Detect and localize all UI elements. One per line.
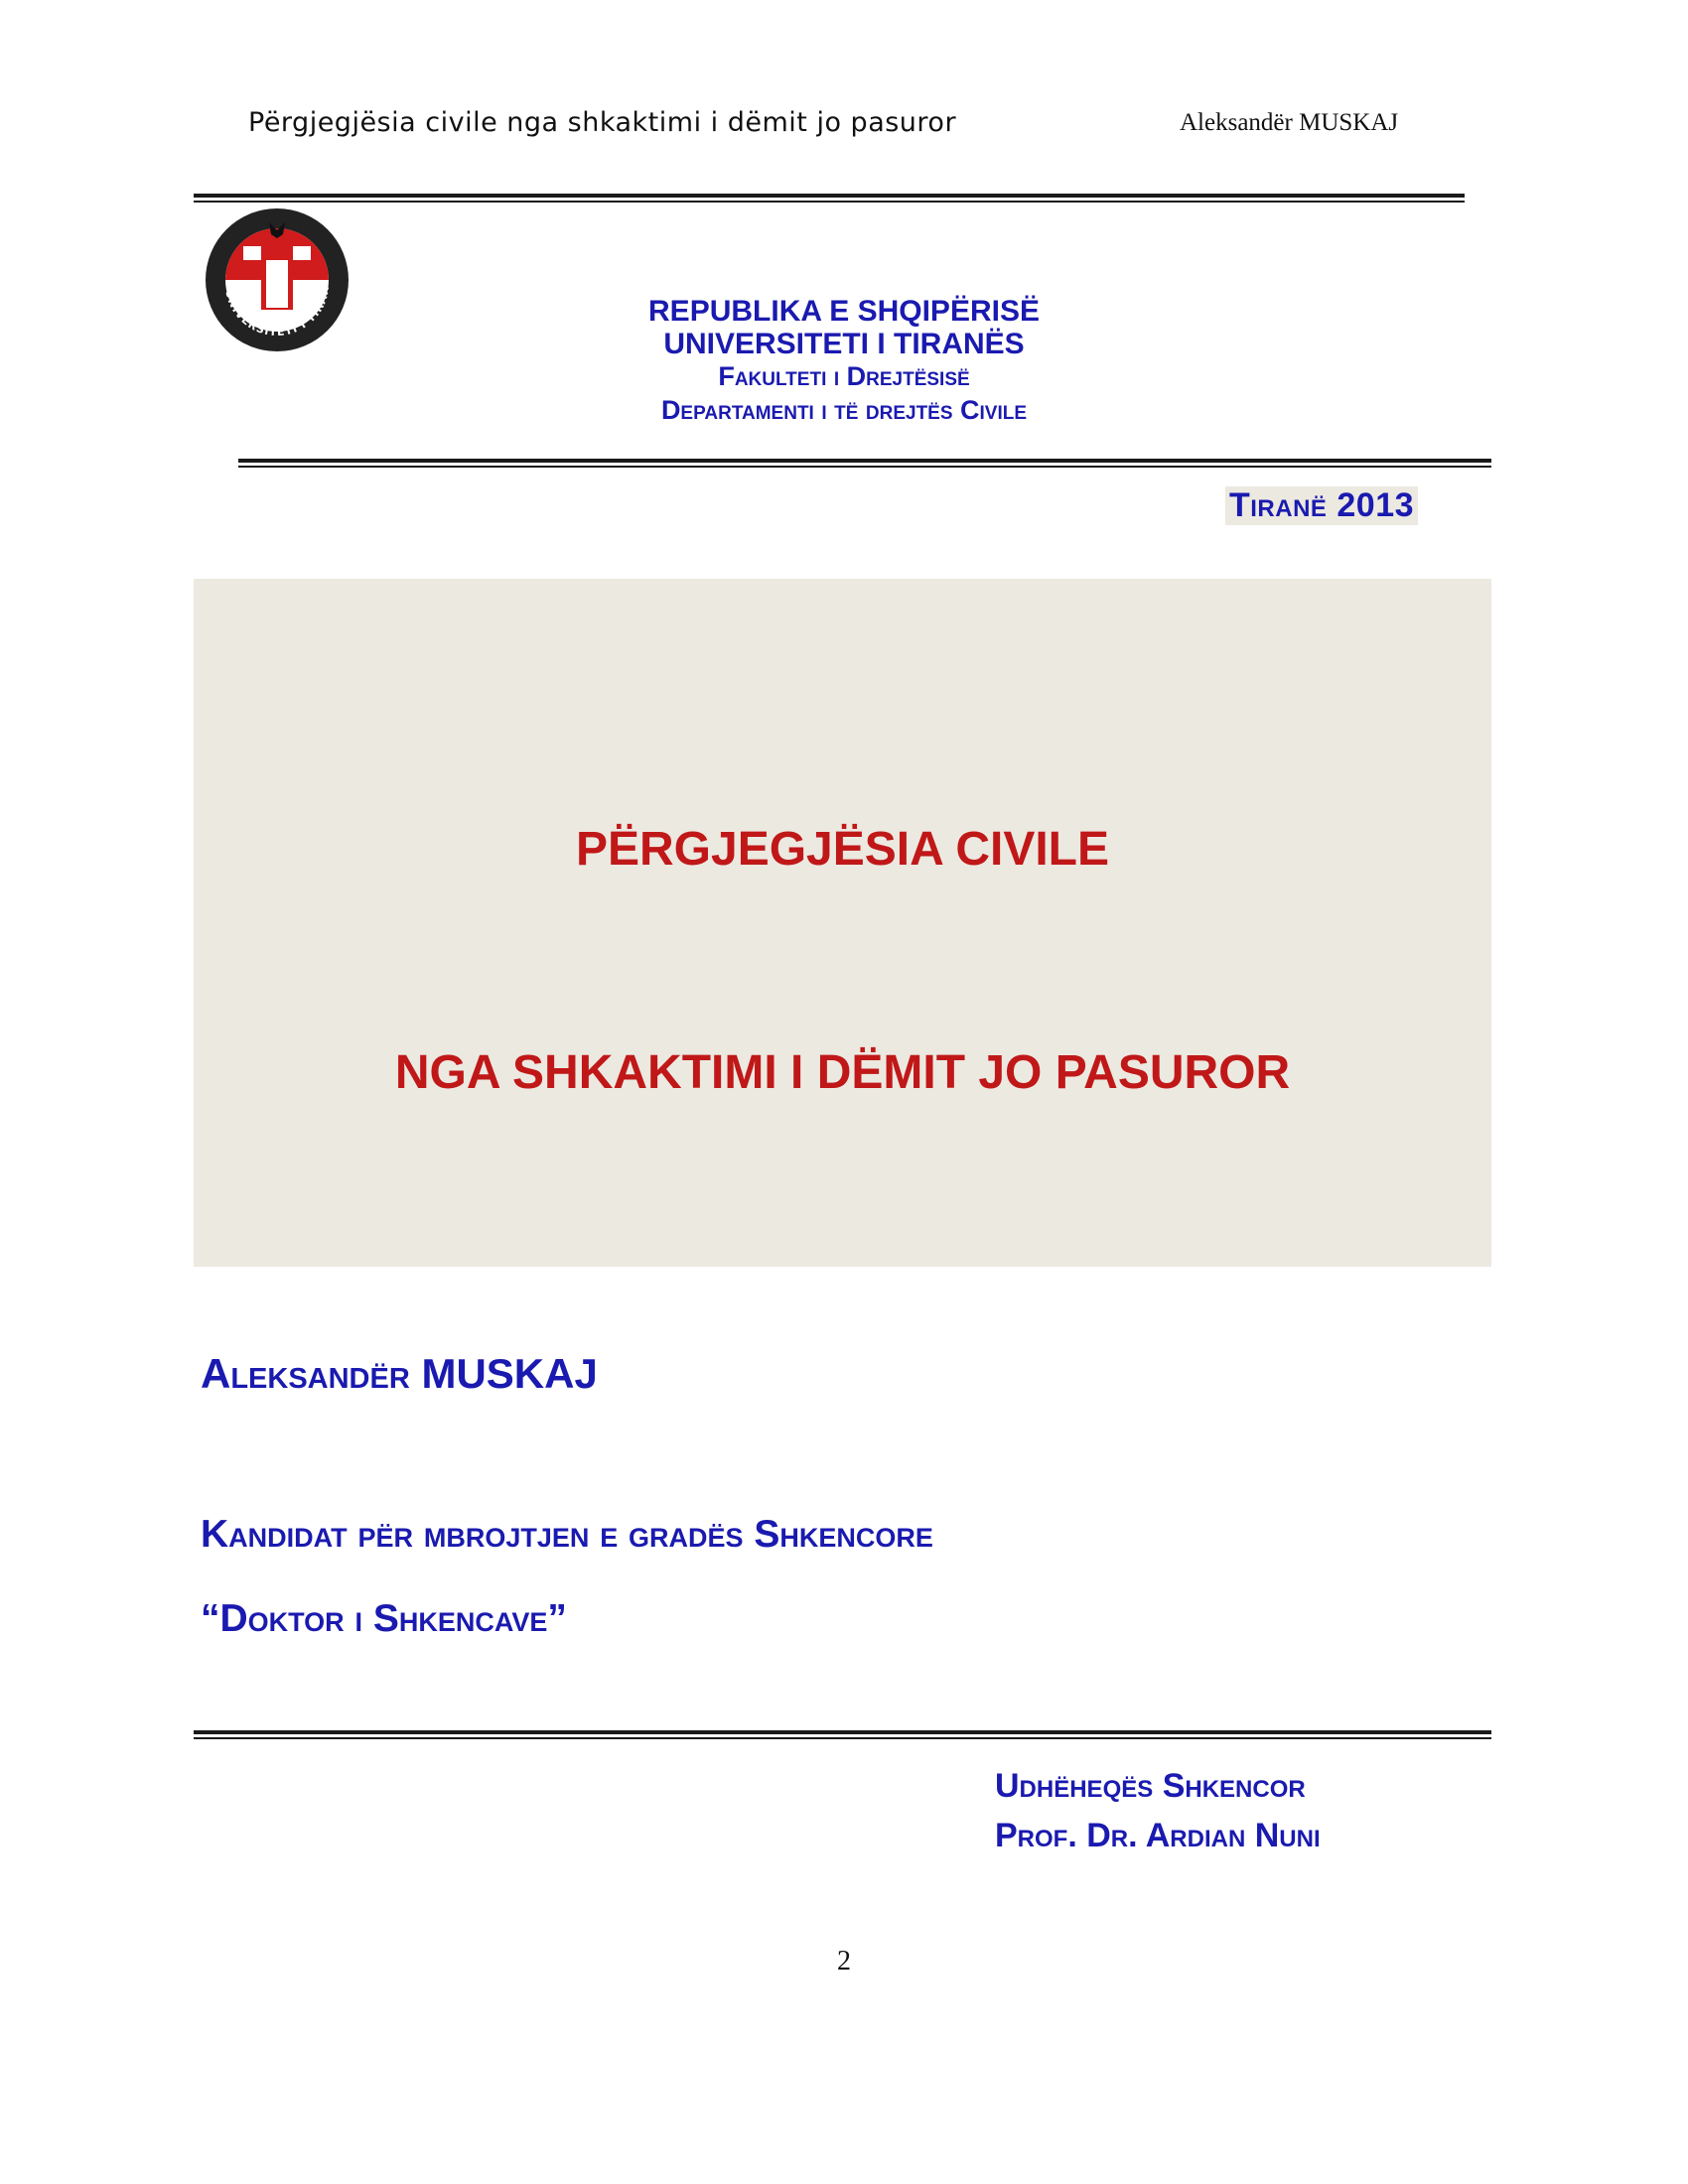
logo-ring-text: UNIVERSITETI I TIRAN [222,284,333,340]
advisor-name: Prof. Dr. Ardian Nuni [995,1817,1321,1854]
running-header-author: Aleksandër MUSKAJ [1180,109,1399,136]
university-of-tirana-logo-icon [204,206,351,353]
running-header-title: Përgjegjësia civile nga shkaktimi i dëmit jo pasuror [248,107,957,138]
thesis-title-line1: PËRGJEGJËSIA CIVILE [575,823,1110,876]
header-rule [194,194,1465,203]
institution-country: REPUBLIKA E SHQIPËRISË [648,295,1040,328]
institution-department: Departamenti i të drejtës Civile [660,395,1028,425]
title-panel [194,579,1491,1267]
candidacy-line2: “Doktor i Shkencave” [201,1597,567,1640]
university-logo [204,206,351,353]
institution-university: UNIVERSITETI I TIRANËS [663,328,1025,360]
advisor-role: Udhëheqës Shkencor [995,1767,1306,1805]
candidacy-line1: Kandidat për mbrojtjen e gradës Shkencore [201,1513,933,1556]
institution-faculty: Fakulteti i Drejtësisë [718,361,970,391]
author-name: Aleksandër MUSKAJ [201,1350,598,1397]
page-number: 2 [837,1946,851,1977]
institution-rule [238,459,1491,468]
place-year: Tiranë 2013 [1225,486,1418,525]
advisor-rule [194,1730,1491,1739]
thesis-title-line2: NGA SHKAKTIMI I DËMIT JO PASUROR [394,1046,1291,1099]
